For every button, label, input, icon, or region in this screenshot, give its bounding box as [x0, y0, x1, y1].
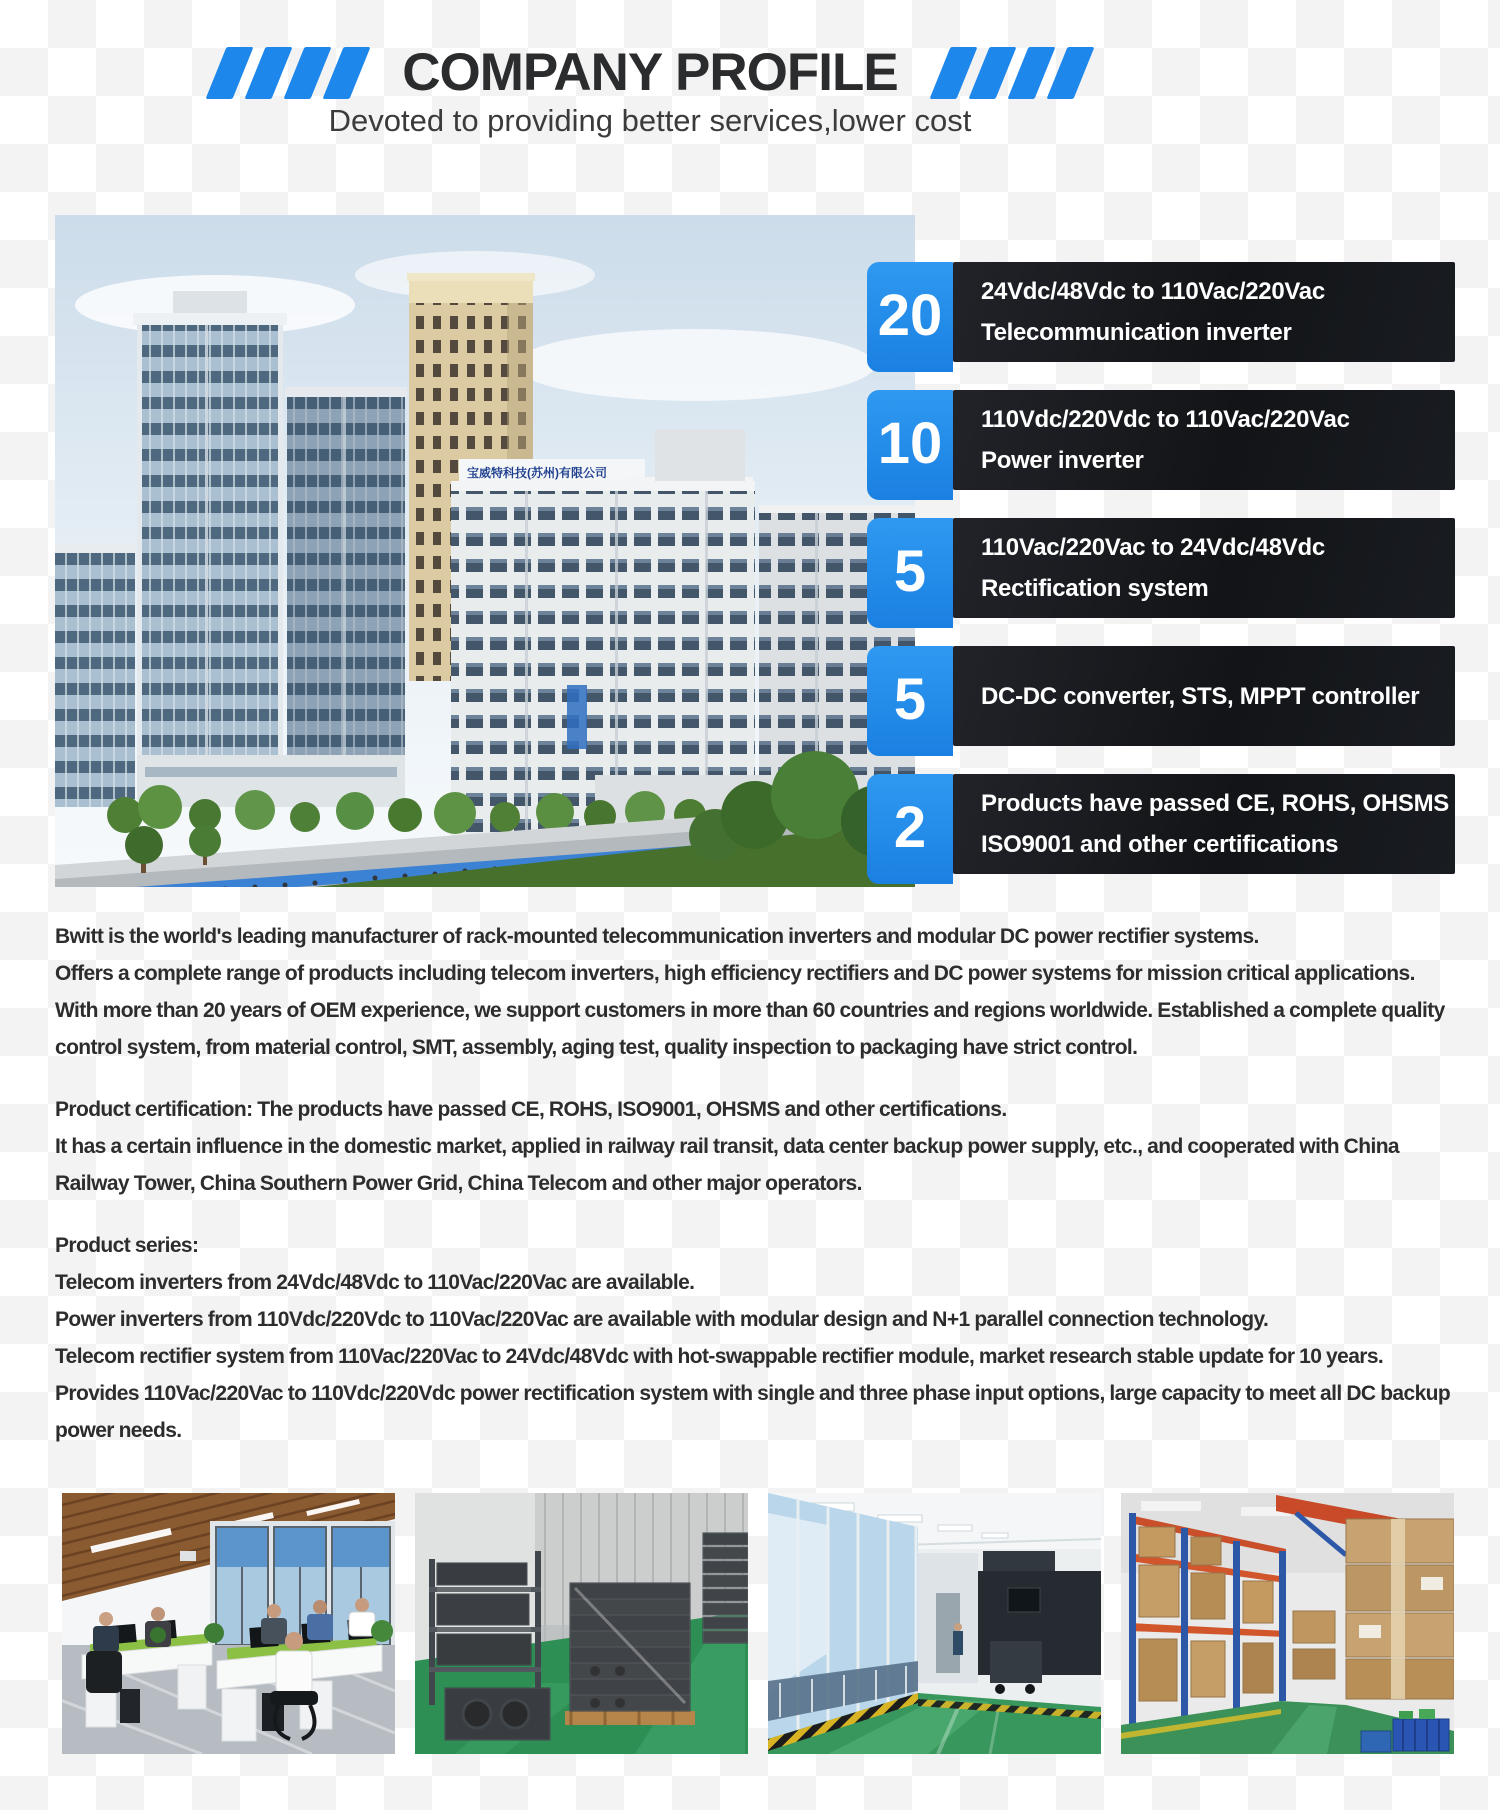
photo-gallery — [62, 1493, 1454, 1754]
stats-list — [867, 262, 1455, 884]
slash-icon — [1007, 47, 1055, 99]
stat-row-rectification-system — [867, 518, 1455, 628]
office-illustration — [62, 1493, 395, 1754]
products-illustration — [415, 1493, 748, 1754]
stat-row-certifications — [867, 774, 1455, 884]
about-line: Product series: — [55, 1234, 199, 1257]
page-subtitle: Devoted to providing better services,lower cost — [328, 103, 972, 138]
warehouse-photo — [1121, 1493, 1454, 1754]
stat-value: 5 — [867, 518, 953, 628]
slash-icon — [929, 47, 977, 99]
stat-value: 20 — [867, 262, 953, 372]
title-decoration-left — [216, 47, 360, 99]
paragraph-company — [55, 918, 1475, 1066]
title-decoration-right — [940, 47, 1084, 99]
paragraph-product-series — [55, 1227, 1475, 1449]
company-building-photo — [55, 215, 915, 887]
about-section — [55, 918, 1475, 1474]
stat-value: 5 — [867, 646, 953, 756]
slash-icon — [323, 47, 371, 99]
stat-row-dcdc-converter — [867, 646, 1455, 756]
stat-value: 2 — [867, 774, 953, 884]
stat-value: 10 — [867, 390, 953, 500]
stat-label: Products have passed CE, ROHS, OHSMS ISO9001 and other certifications — [953, 774, 1455, 874]
paragraph-certification — [55, 1091, 1475, 1202]
stat-label: DC-DC converter, STS, MPPT controller — [953, 646, 1455, 746]
workshop-illustration — [768, 1493, 1101, 1754]
header — [0, 42, 1300, 103]
slash-icon — [1046, 47, 1094, 99]
about-line: Provides 110Vac/220Vac to 110Vdc/220Vdc power rectification system with single and three phase input options, large capacity to meet all DC backup power needs. — [55, 1382, 1451, 1442]
stat-label: 24Vdc/48Vdc to 110Vac/220Vac Telecommunication inverter — [953, 262, 1455, 362]
about-line: It has a certain influence in the domestic market, applied in railway rail transit, data center backup power supply, etc., and cooperated with China Railway Tower, China Southern Power Grid, China Telecom and other major operators. — [55, 1135, 1400, 1195]
office-photo — [62, 1493, 395, 1754]
page-title: COMPANY PROFILE — [402, 43, 898, 102]
products-photo — [415, 1493, 748, 1754]
building-sign-cn: 宝威特科技(苏州)有限公司 — [467, 466, 607, 480]
workshop-photo — [768, 1493, 1101, 1754]
stat-row-telecom-inverter — [867, 262, 1455, 372]
hero-section — [55, 215, 1455, 887]
about-line: Bwitt is the world's leading manufacturer of rack-mounted telecommunication inverters and modular DC power rectifier systems. — [55, 925, 1259, 948]
about-line: Telecom rectifier system from 110Vac/220Vac to 24Vdc/48Vdc with hot-swappable rectifier module, market research stable update for 10 years. — [55, 1345, 1384, 1368]
about-line: Offers a complete range of products including telecom inverters, high efficiency rectifiers and DC power systems for mission critical applications. — [55, 962, 1415, 985]
stat-label: 110Vdc/220Vdc to 110Vac/220Vac Power inverter — [953, 390, 1455, 490]
stat-label: 110Vac/220Vac to 24Vdc/48Vdc Rectification system — [953, 518, 1455, 618]
slash-icon — [968, 47, 1016, 99]
stat-row-power-inverter — [867, 390, 1455, 500]
about-line: Product certification: The products have passed CE, ROHS, ISO9001, OHSMS and other certifications. — [55, 1098, 1007, 1121]
warehouse-illustration — [1121, 1493, 1454, 1754]
company-campus-illustration — [55, 215, 915, 887]
about-line: Telecom inverters from 24Vdc/48Vdc to 110Vac/220Vac are available. — [55, 1271, 695, 1294]
about-line: Power inverters from 110Vdc/220Vdc to 110Vac/220Vac are available with modular design and N+1 parallel connection technology. — [55, 1308, 1269, 1331]
about-line: With more than 20 years of OEM experience, we support customers in more than 60 countries and regions worldwide. Established a complete quality control system, from material control, SMT, assembly, aging test, quality inspection to packaging have strict control. — [55, 999, 1445, 1059]
